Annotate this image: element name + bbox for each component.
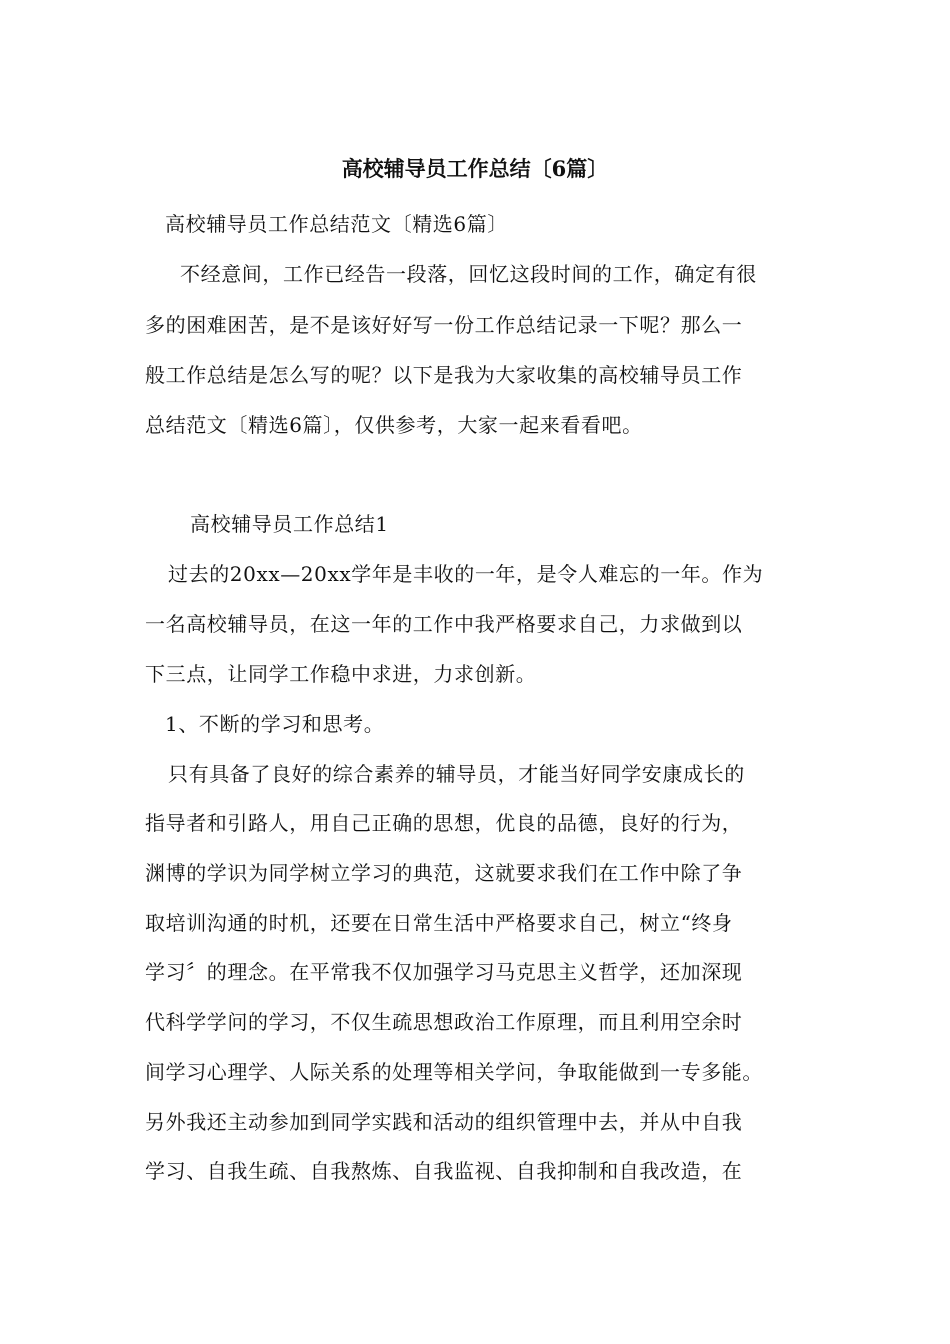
body-line: 渊博的学识为同学树立学习的典范，这就要求我们在工作中除了争 <box>145 861 743 885</box>
body-line: 间学习心理学、人际关系的处理等相关学问，争取能做到一专多能。 <box>145 1060 763 1084</box>
body-line: 只有具备了良好的综合素养的辅导员，才能当好同学安康成长的 <box>168 762 745 786</box>
document-subtitle: 高校辅导员工作总结范文〔精选6篇〕 <box>165 212 508 236</box>
body-line: 学习〞的理念。在平常我不仅加强学习马克思主义哲学，还加深现 <box>145 960 743 984</box>
intro-line: 不经意间，工作已经告一段落，回忆这段时间的工作，确定有很 <box>180 262 757 286</box>
intro-line: 总结范文〔精选6篇〕，仅供参考，大家一起来看看吧。 <box>145 413 643 437</box>
body-line: 代科学学问的学习，不仅生疏思想政治工作原理，而且利用空余时 <box>145 1010 743 1034</box>
body-line: 另外我还主动参加到同学实践和活动的组织管理中去，并从中自我 <box>145 1110 743 1134</box>
section-heading: 高校辅导员工作总结1 <box>190 512 389 536</box>
intro-line: 多的困难困苦，是不是该好好写一份工作总结记录一下呢？那么一 <box>145 313 743 337</box>
document-title: 高校辅导员工作总结〔6篇〕 <box>341 156 609 181</box>
section-line: 过去的20xx—20xx学年是丰收的一年，是令人难忘的一年。作为 <box>168 562 764 586</box>
point-heading: 1、不断的学习和思考。 <box>165 712 385 736</box>
intro-line: 般工作总结是怎么写的呢？以下是我为大家收集的高校辅导员工作 <box>145 363 743 387</box>
body-line: 取培训沟通的时机，还要在日常生活中严格要求自己，树立“终身 <box>145 911 733 935</box>
body-line: 学习、自我生疏、自我熬炼、自我监视、自我抑制和自我改造，在 <box>145 1159 743 1183</box>
body-line: 指导者和引路人，用自己正确的思想，优良的品德，良好的行为， <box>145 811 743 835</box>
section-line: 下三点，让同学工作稳中求进，力求创新。 <box>145 662 537 686</box>
section-line: 一名高校辅导员，在这一年的工作中我严格要求自己，力求做到以 <box>145 612 743 636</box>
